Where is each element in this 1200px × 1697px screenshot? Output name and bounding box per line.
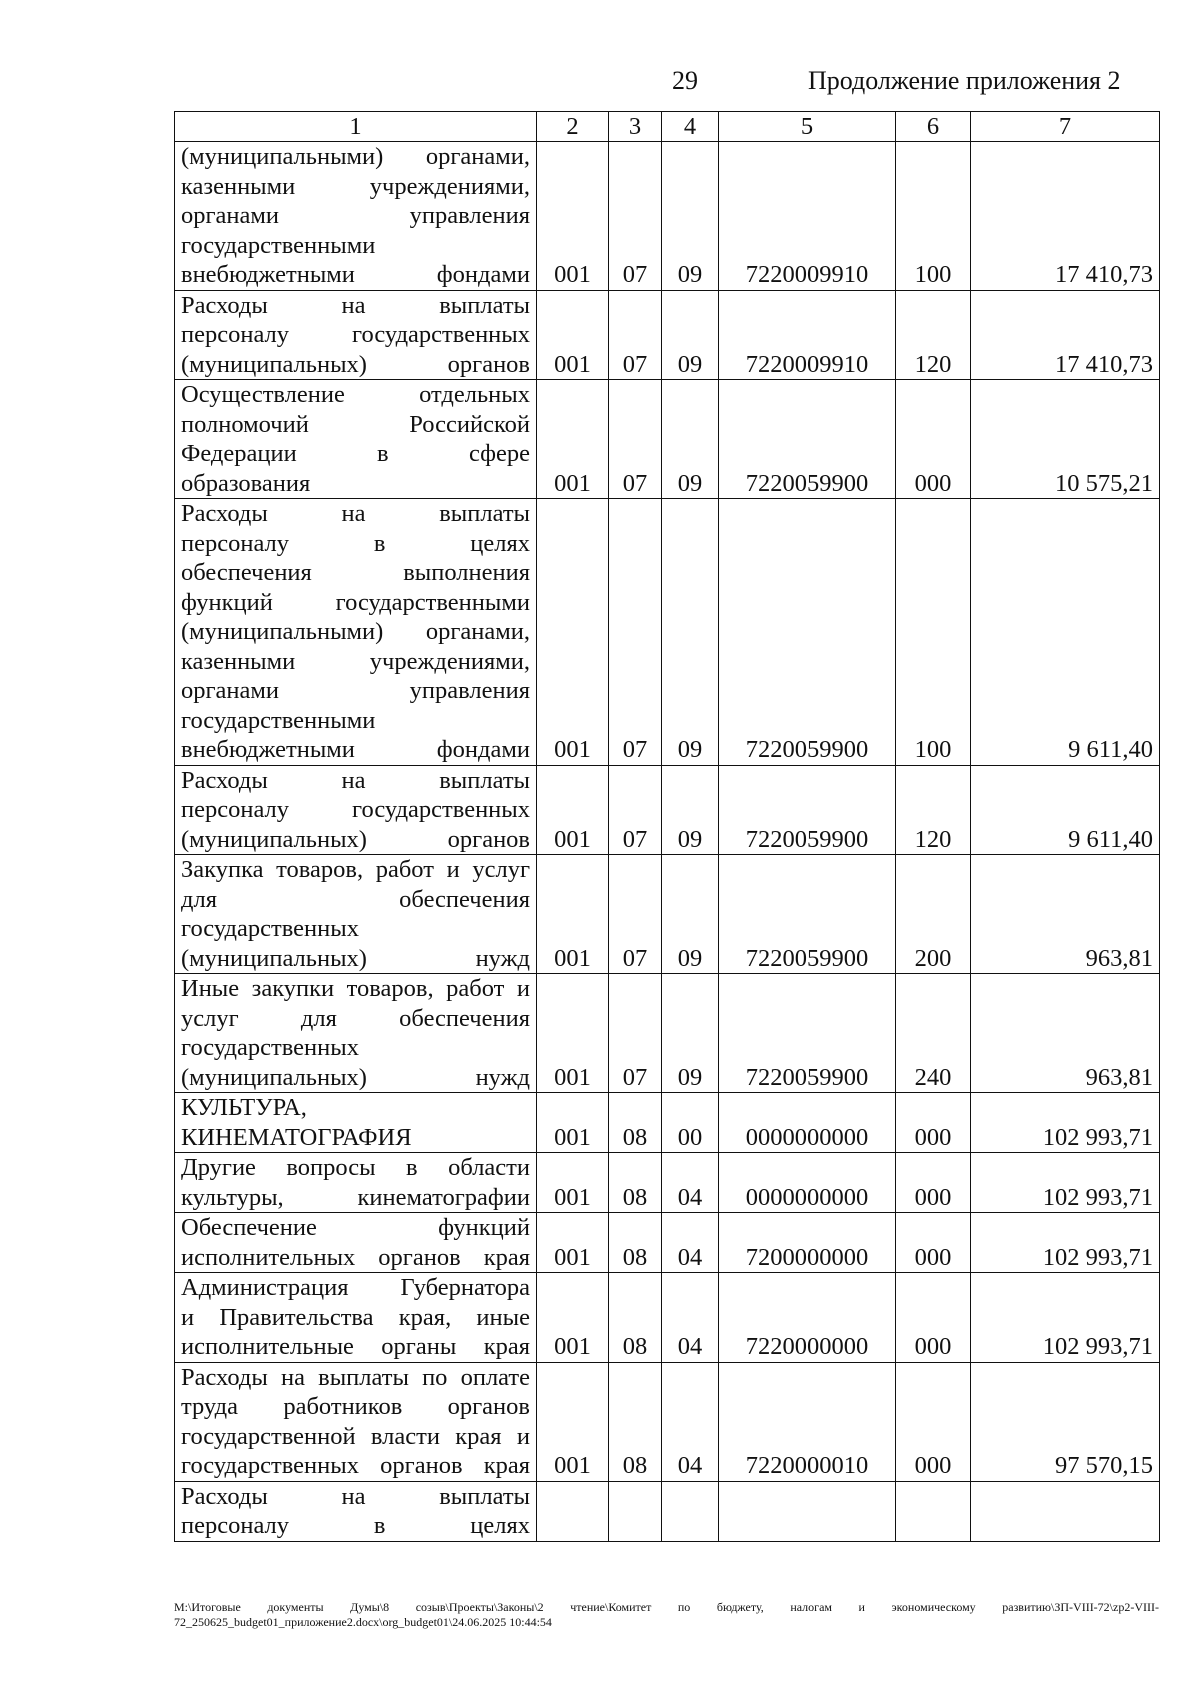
table-row: [175, 142, 1160, 291]
amount: 963,81: [971, 974, 1160, 1093]
row-description: [175, 765, 537, 855]
description-line: (муниципальных) органов: [181, 825, 530, 853]
row-description: [175, 1213, 537, 1273]
amount: 17 410,73: [971, 290, 1160, 380]
target-article-code: 7220059900: [719, 380, 896, 499]
description-line: государственных: [181, 1034, 359, 1061]
description-line: государственных органов края: [181, 1452, 530, 1479]
subsection-code: 09: [662, 142, 719, 291]
subsection-code: 04: [662, 1153, 719, 1213]
row-description: [175, 1093, 537, 1153]
description-line: для обеспечения: [181, 885, 530, 913]
ministry-code: 001: [537, 380, 609, 499]
table-row: [175, 1362, 1160, 1481]
target-article-code: 7220000000: [719, 1273, 896, 1363]
description-line: казенными учреждениями,: [181, 647, 530, 675]
ministry-code: 001: [537, 1273, 609, 1363]
target-article-code: 0000000000: [719, 1093, 896, 1153]
description-line: услуг для обеспечения: [181, 1004, 530, 1032]
ministry-code: [537, 1481, 609, 1541]
description-line: органами управления: [181, 677, 530, 704]
description-line: Расходы на выплаты: [181, 766, 530, 794]
subsection-code: 04: [662, 1213, 719, 1273]
description-line: персоналу государственных: [181, 321, 530, 348]
expense-type-code: 200: [896, 855, 971, 974]
description-line: (муниципальных) нужд: [181, 944, 530, 972]
description-line: персоналу в целях: [181, 1512, 530, 1539]
table-row: [175, 1273, 1160, 1363]
table-row: [175, 1481, 1160, 1541]
section-code: 07: [609, 290, 662, 380]
expense-type-code: 000: [896, 1093, 971, 1153]
table-row: [175, 1153, 1160, 1213]
row-description: [175, 1153, 537, 1213]
ministry-code: 001: [537, 142, 609, 291]
section-code: [609, 1481, 662, 1541]
row-description: [175, 499, 537, 766]
description-line: государственной власти края и: [181, 1422, 530, 1450]
ministry-code: 001: [537, 765, 609, 855]
description-line: казенными учреждениями,: [181, 172, 530, 200]
description-line: Федерации в сфере: [181, 440, 530, 467]
description-line: Обеспечение функций: [181, 1214, 530, 1241]
amount: 97 570,15: [971, 1362, 1160, 1481]
table-row: [175, 974, 1160, 1093]
ministry-code: 001: [537, 1362, 609, 1481]
description-line: труда работников органов: [181, 1393, 530, 1420]
row-description: [175, 1273, 537, 1363]
expense-type-code: 000: [896, 1213, 971, 1273]
ministry-code: 001: [537, 855, 609, 974]
column-header: 2: [537, 112, 609, 142]
ministry-code: 001: [537, 1213, 609, 1273]
target-article-code: 7220009910: [719, 142, 896, 291]
table-row: [175, 1213, 1160, 1273]
table-row: [175, 765, 1160, 855]
description-line: (муниципальными) органами,: [181, 618, 530, 645]
description-line: культуры, кинематографии: [181, 1183, 530, 1211]
ministry-code: 001: [537, 290, 609, 380]
description-line: государственными: [181, 231, 376, 259]
amount: 17 410,73: [971, 142, 1160, 291]
table-row: [175, 380, 1160, 499]
description-line: исполнительных органов края: [181, 1243, 530, 1271]
description-line: Другие вопросы в области: [181, 1154, 530, 1181]
target-article-code: 7220000010: [719, 1362, 896, 1481]
row-description: [175, 290, 537, 380]
description-line: (муниципальными) органами,: [181, 143, 530, 170]
column-header: 4: [662, 112, 719, 142]
amount: 9 611,40: [971, 499, 1160, 766]
subsection-code: 09: [662, 380, 719, 499]
column-header: 1: [175, 112, 537, 142]
expense-type-code: 120: [896, 290, 971, 380]
section-code: 07: [609, 765, 662, 855]
description-line: Расходы на выплаты по оплате: [181, 1363, 530, 1391]
subsection-code: 09: [662, 499, 719, 766]
subsection-code: 00: [662, 1093, 719, 1153]
table-row: [175, 499, 1160, 766]
page-number: 29: [672, 66, 698, 95]
section-code: 08: [609, 1153, 662, 1213]
section-code: 08: [609, 1362, 662, 1481]
row-description: [175, 974, 537, 1093]
description-line: Расходы на выплаты: [181, 500, 530, 527]
description-line: персоналу государственных: [181, 796, 530, 823]
description-line: внебюджетными фондами: [181, 736, 530, 763]
expense-type-code: 240: [896, 974, 971, 1093]
amount: 102 993,71: [971, 1273, 1160, 1363]
target-article-code: [719, 1481, 896, 1541]
description-line: органами управления: [181, 202, 530, 229]
target-article-code: 7200000000: [719, 1213, 896, 1273]
target-article-code: 7220059900: [719, 974, 896, 1093]
table-row: [175, 290, 1160, 380]
row-description: [175, 380, 537, 499]
section-code: 08: [609, 1093, 662, 1153]
expense-type-code: 000: [896, 1362, 971, 1481]
section-code: 07: [609, 974, 662, 1093]
description-line: Иные закупки товаров, работ и: [181, 975, 530, 1002]
section-code: 08: [609, 1213, 662, 1273]
row-description: [175, 855, 537, 974]
expense-type-code: 000: [896, 380, 971, 499]
description-line: (муниципальных) нужд: [181, 1063, 530, 1091]
description-line: исполнительные органы края: [181, 1333, 530, 1360]
subsection-code: 09: [662, 974, 719, 1093]
expense-type-code: 120: [896, 765, 971, 855]
amount: 963,81: [971, 855, 1160, 974]
amount: 9 611,40: [971, 765, 1160, 855]
expense-type-code: 100: [896, 499, 971, 766]
amount: 102 993,71: [971, 1213, 1160, 1273]
description-line: внебюджетными фондами: [181, 261, 530, 288]
description-line: Закупка товаров, работ и услуг: [181, 856, 530, 883]
subsection-code: 09: [662, 290, 719, 380]
ministry-code: 001: [537, 499, 609, 766]
amount: 102 993,71: [971, 1153, 1160, 1213]
description-line: полномочий Российской: [181, 410, 530, 438]
section-code: 07: [609, 380, 662, 499]
section-code: 07: [609, 142, 662, 291]
description-line: образования: [181, 469, 311, 497]
section-code: 07: [609, 499, 662, 766]
target-article-code: 7220059900: [719, 765, 896, 855]
description-line: Осуществление отдельных: [181, 381, 530, 408]
description-line: Администрация Губернатора: [181, 1274, 530, 1301]
description-line: Расходы на выплаты: [181, 1482, 530, 1510]
column-header: 6: [896, 112, 971, 142]
target-article-code: 7220009910: [719, 290, 896, 380]
row-description: [175, 1481, 537, 1541]
subsection-code: 09: [662, 765, 719, 855]
description-line: и Правительства края, иные: [181, 1303, 530, 1331]
amount: [971, 1481, 1160, 1541]
budget-table: [174, 111, 1160, 1542]
ministry-code: 001: [537, 1093, 609, 1153]
appendix-continuation-title: Продолжение приложения 2: [808, 66, 1121, 95]
target-article-code: 0000000000: [719, 1153, 896, 1213]
table-row: [175, 855, 1160, 974]
document-file-path: M:\Итоговые документы Думы\8 созыв\Проекты\Законы\2 чтение\Комитет по бюджету, налогам и экономическому развитию\ЗП-VIII-72\zp2-VIII-72_250625_budget01_приложение2.docx\org_budget01\24.06.2025 10:44:54: [174, 1600, 1159, 1629]
table-row: [175, 1093, 1160, 1153]
column-header: 3: [609, 112, 662, 142]
target-article-code: 7220059900: [719, 855, 896, 974]
row-description: [175, 1362, 537, 1481]
description-line: Расходы на выплаты: [181, 291, 530, 319]
section-code: 08: [609, 1273, 662, 1363]
description-line: (муниципальных) органов: [181, 350, 530, 378]
description-line: КУЛЬТУРА,: [181, 1094, 307, 1121]
subsection-code: 04: [662, 1362, 719, 1481]
description-line: обеспечения выполнения: [181, 559, 530, 586]
subsection-code: [662, 1481, 719, 1541]
description-line: государственных: [181, 915, 359, 942]
amount: 102 993,71: [971, 1093, 1160, 1153]
column-header: 5: [719, 112, 896, 142]
column-header: 7: [971, 112, 1160, 142]
subsection-code: 09: [662, 855, 719, 974]
table-header-row: [175, 112, 1160, 142]
expense-type-code: 000: [896, 1273, 971, 1363]
amount: 10 575,21: [971, 380, 1160, 499]
expense-type-code: 000: [896, 1153, 971, 1213]
subsection-code: 04: [662, 1273, 719, 1363]
description-line: КИНЕМАТОГРАФИЯ: [181, 1123, 412, 1151]
section-code: 07: [609, 855, 662, 974]
expense-type-code: 100: [896, 142, 971, 291]
target-article-code: 7220059900: [719, 499, 896, 766]
description-line: государственными: [181, 706, 376, 734]
description-line: функций государственными: [181, 588, 530, 616]
ministry-code: 001: [537, 1153, 609, 1213]
row-description: [175, 142, 537, 291]
ministry-code: 001: [537, 974, 609, 1093]
description-line: персоналу в целях: [181, 529, 530, 557]
expense-type-code: [896, 1481, 971, 1541]
